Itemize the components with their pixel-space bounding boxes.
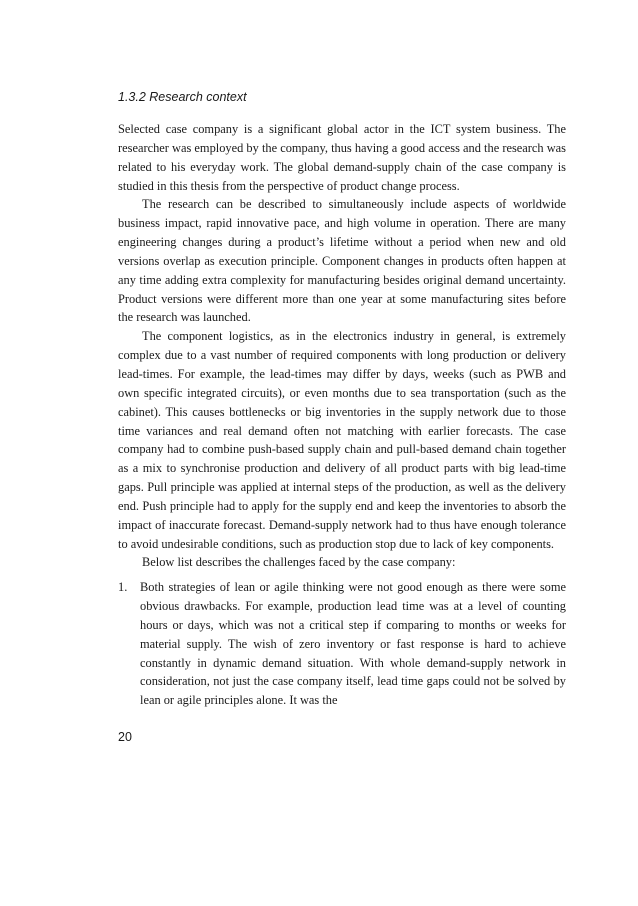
- challenges-list: [118, 578, 566, 710]
- paragraph-component-logistics: The component logistics, as in the electronics industry in general, is extremely complex due to a vast number of required components with long production or delivery lead-times. For example, the lead-times may differ by days, weeks (such as PWB and own specific integrated circuits), or even months due to sea transportation (such as the cabinet). This causes bottlenecks or big inventories in the supply network due to those time variances and real demand often not matching with earlier forecasts. The case company had to combine push-based supply chain and pull-based demand chain together as a mix to synchronise production and delivery of all product parts with big lead-time gaps. Pull principle was applied at internal steps of the production, as well as the delivery end. Push principle had to apply for the supply end and keep the inventories to absorb the impact of inaccurate forecast. Demand-supply network had to thus have enough tolerance to avoid undesirable conditions, such as production stop due to lack of key components.: [118, 329, 566, 551]
- list-item-text: Both strategies of lean or agile thinking were not good enough as there were some obvious drawbacks. For example, production lead time was at a level of counting hours or days, which was not a critical step if comparing to months or weeks for material supply. The wish of zero inventory or fast response is hard to achieve constantly in dynamic demand situation. With whole demand-supply network in consideration, not just the case company itself, lead time gaps could not be solved by lean or agile principles alone. It was the: [140, 580, 566, 708]
- paragraph-research-aspects: The research can be described to simultaneously include aspects of worldwide business impact, rapid innovative pace, and high volume in operation. There are many engineering changes during a product’s lifetime without a period when new and old versions overlap as execution principle. Component changes in products often happen at any time adding extra complexity for manufacturing besides original demand uncertainty. Product versions were different more than one year at some manufacturing sites before the research was launched.: [118, 197, 566, 325]
- section-heading: 1.3.2 Research context: [118, 90, 247, 104]
- list-item-number: 1.: [118, 580, 128, 595]
- list-item: [118, 578, 566, 710]
- page-number: 20: [118, 730, 132, 744]
- document-page: [118, 88, 566, 710]
- paragraph-intro: Selected case company is a significant global actor in the ICT system business. The researcher was employed by the company, thus having a good access and the research was related to his everyday work. The global demand-supply chain of the case company is studied in this thesis from the perspective of product change process.: [118, 122, 566, 193]
- paragraph-list-intro: Below list describes the challenges faced by the case company:: [142, 555, 456, 570]
